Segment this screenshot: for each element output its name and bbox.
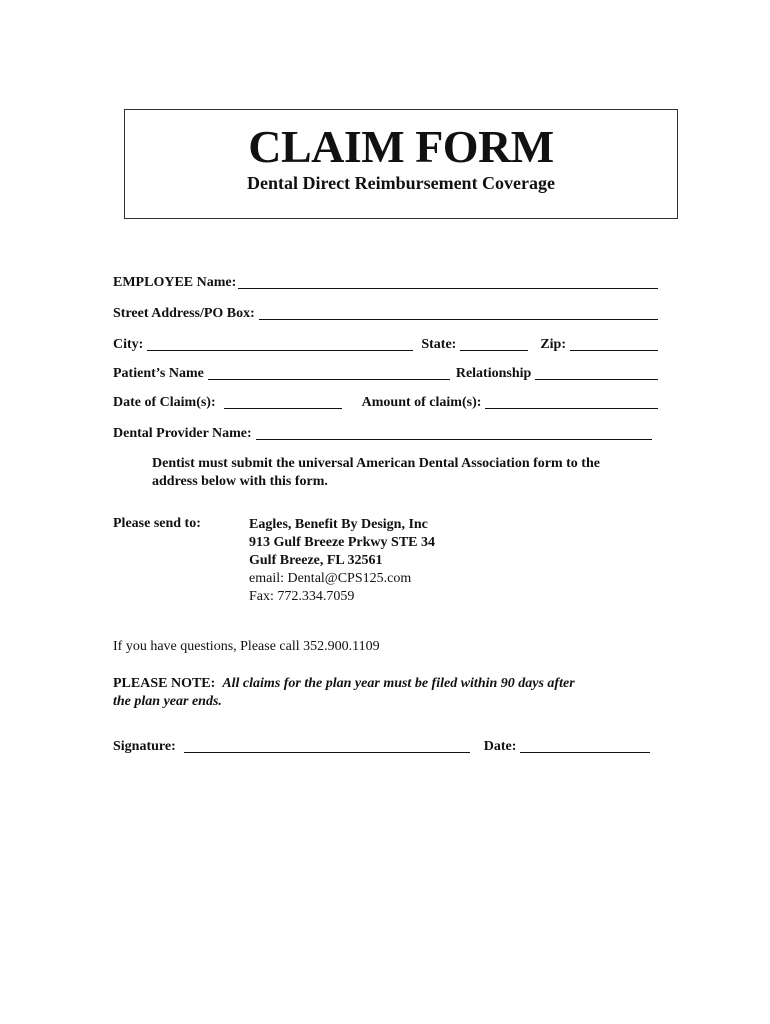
signature-field[interactable]	[184, 738, 470, 753]
city-state-zip-row	[113, 333, 658, 353]
address-line1: Eagles, Benefit By Design, Inc	[249, 517, 428, 532]
date-field[interactable]	[520, 738, 650, 753]
dental-provider-field[interactable]	[256, 425, 652, 440]
please-note-text: All claims for the plan year must be filed within 90 days after	[222, 676, 575, 691]
zip-field[interactable]	[570, 336, 658, 351]
employee-name-field[interactable]	[238, 274, 658, 289]
form-title: CLAIM FORM	[248, 121, 554, 172]
claim-date-amount-row	[113, 391, 658, 411]
city-field[interactable]	[147, 336, 413, 351]
dental-provider-label: Dental Provider Name:	[113, 426, 252, 441]
please-note-text2: the plan year ends.	[113, 694, 222, 709]
signature-row	[113, 735, 650, 755]
send-to-label: Please send to:	[113, 516, 201, 531]
patient-name-label: Patient’s Name	[113, 366, 204, 381]
dentist-note-line2: address below with this form.	[152, 474, 328, 489]
please-note	[113, 675, 653, 711]
zip-label: Zip:	[540, 337, 567, 352]
dental-provider-row	[113, 422, 652, 442]
street-address-row	[113, 302, 658, 322]
address-fax: Fax: 772.334.7059	[249, 589, 355, 604]
city-label: City:	[113, 337, 144, 352]
address-email: email: Dental@CPS125.com	[249, 571, 412, 586]
signature-label: Signature:	[113, 739, 176, 754]
street-address-label: Street Address/PO Box:	[113, 306, 255, 321]
state-label: State:	[421, 337, 457, 352]
please-note-label: PLEASE NOTE:	[113, 676, 216, 691]
amount-of-claim-field[interactable]	[485, 394, 658, 409]
relationship-label: Relationship	[455, 366, 532, 381]
date-of-claim-label: Date of Claim(s):	[113, 395, 216, 410]
address-line3: Gulf Breeze, FL 32561	[249, 553, 383, 568]
dentist-note-line1: Dentist must submit the universal American Dental Association form to the	[152, 456, 600, 471]
date-label: Date:	[483, 739, 517, 754]
patient-name-field[interactable]	[208, 365, 450, 380]
street-address-field[interactable]	[259, 305, 658, 320]
relationship-field[interactable]	[535, 365, 658, 380]
mailing-address	[249, 516, 435, 606]
dentist-instructions	[152, 455, 652, 491]
address-line2: 913 Gulf Breeze Prkwy STE 34	[249, 535, 436, 550]
form-subtitle: Dental Direct Reimbursement Coverage	[246, 173, 556, 193]
title-box	[124, 109, 678, 219]
amount-of-claim-label: Amount of claim(s):	[361, 395, 482, 410]
employee-name-row	[113, 271, 658, 291]
employee-name-label: EMPLOYEE Name:	[113, 275, 237, 290]
patient-row	[113, 362, 658, 382]
date-of-claim-field[interactable]	[224, 394, 342, 409]
questions-text: If you have questions, Please call 352.900.1109	[113, 639, 380, 654]
state-field[interactable]	[460, 336, 528, 351]
